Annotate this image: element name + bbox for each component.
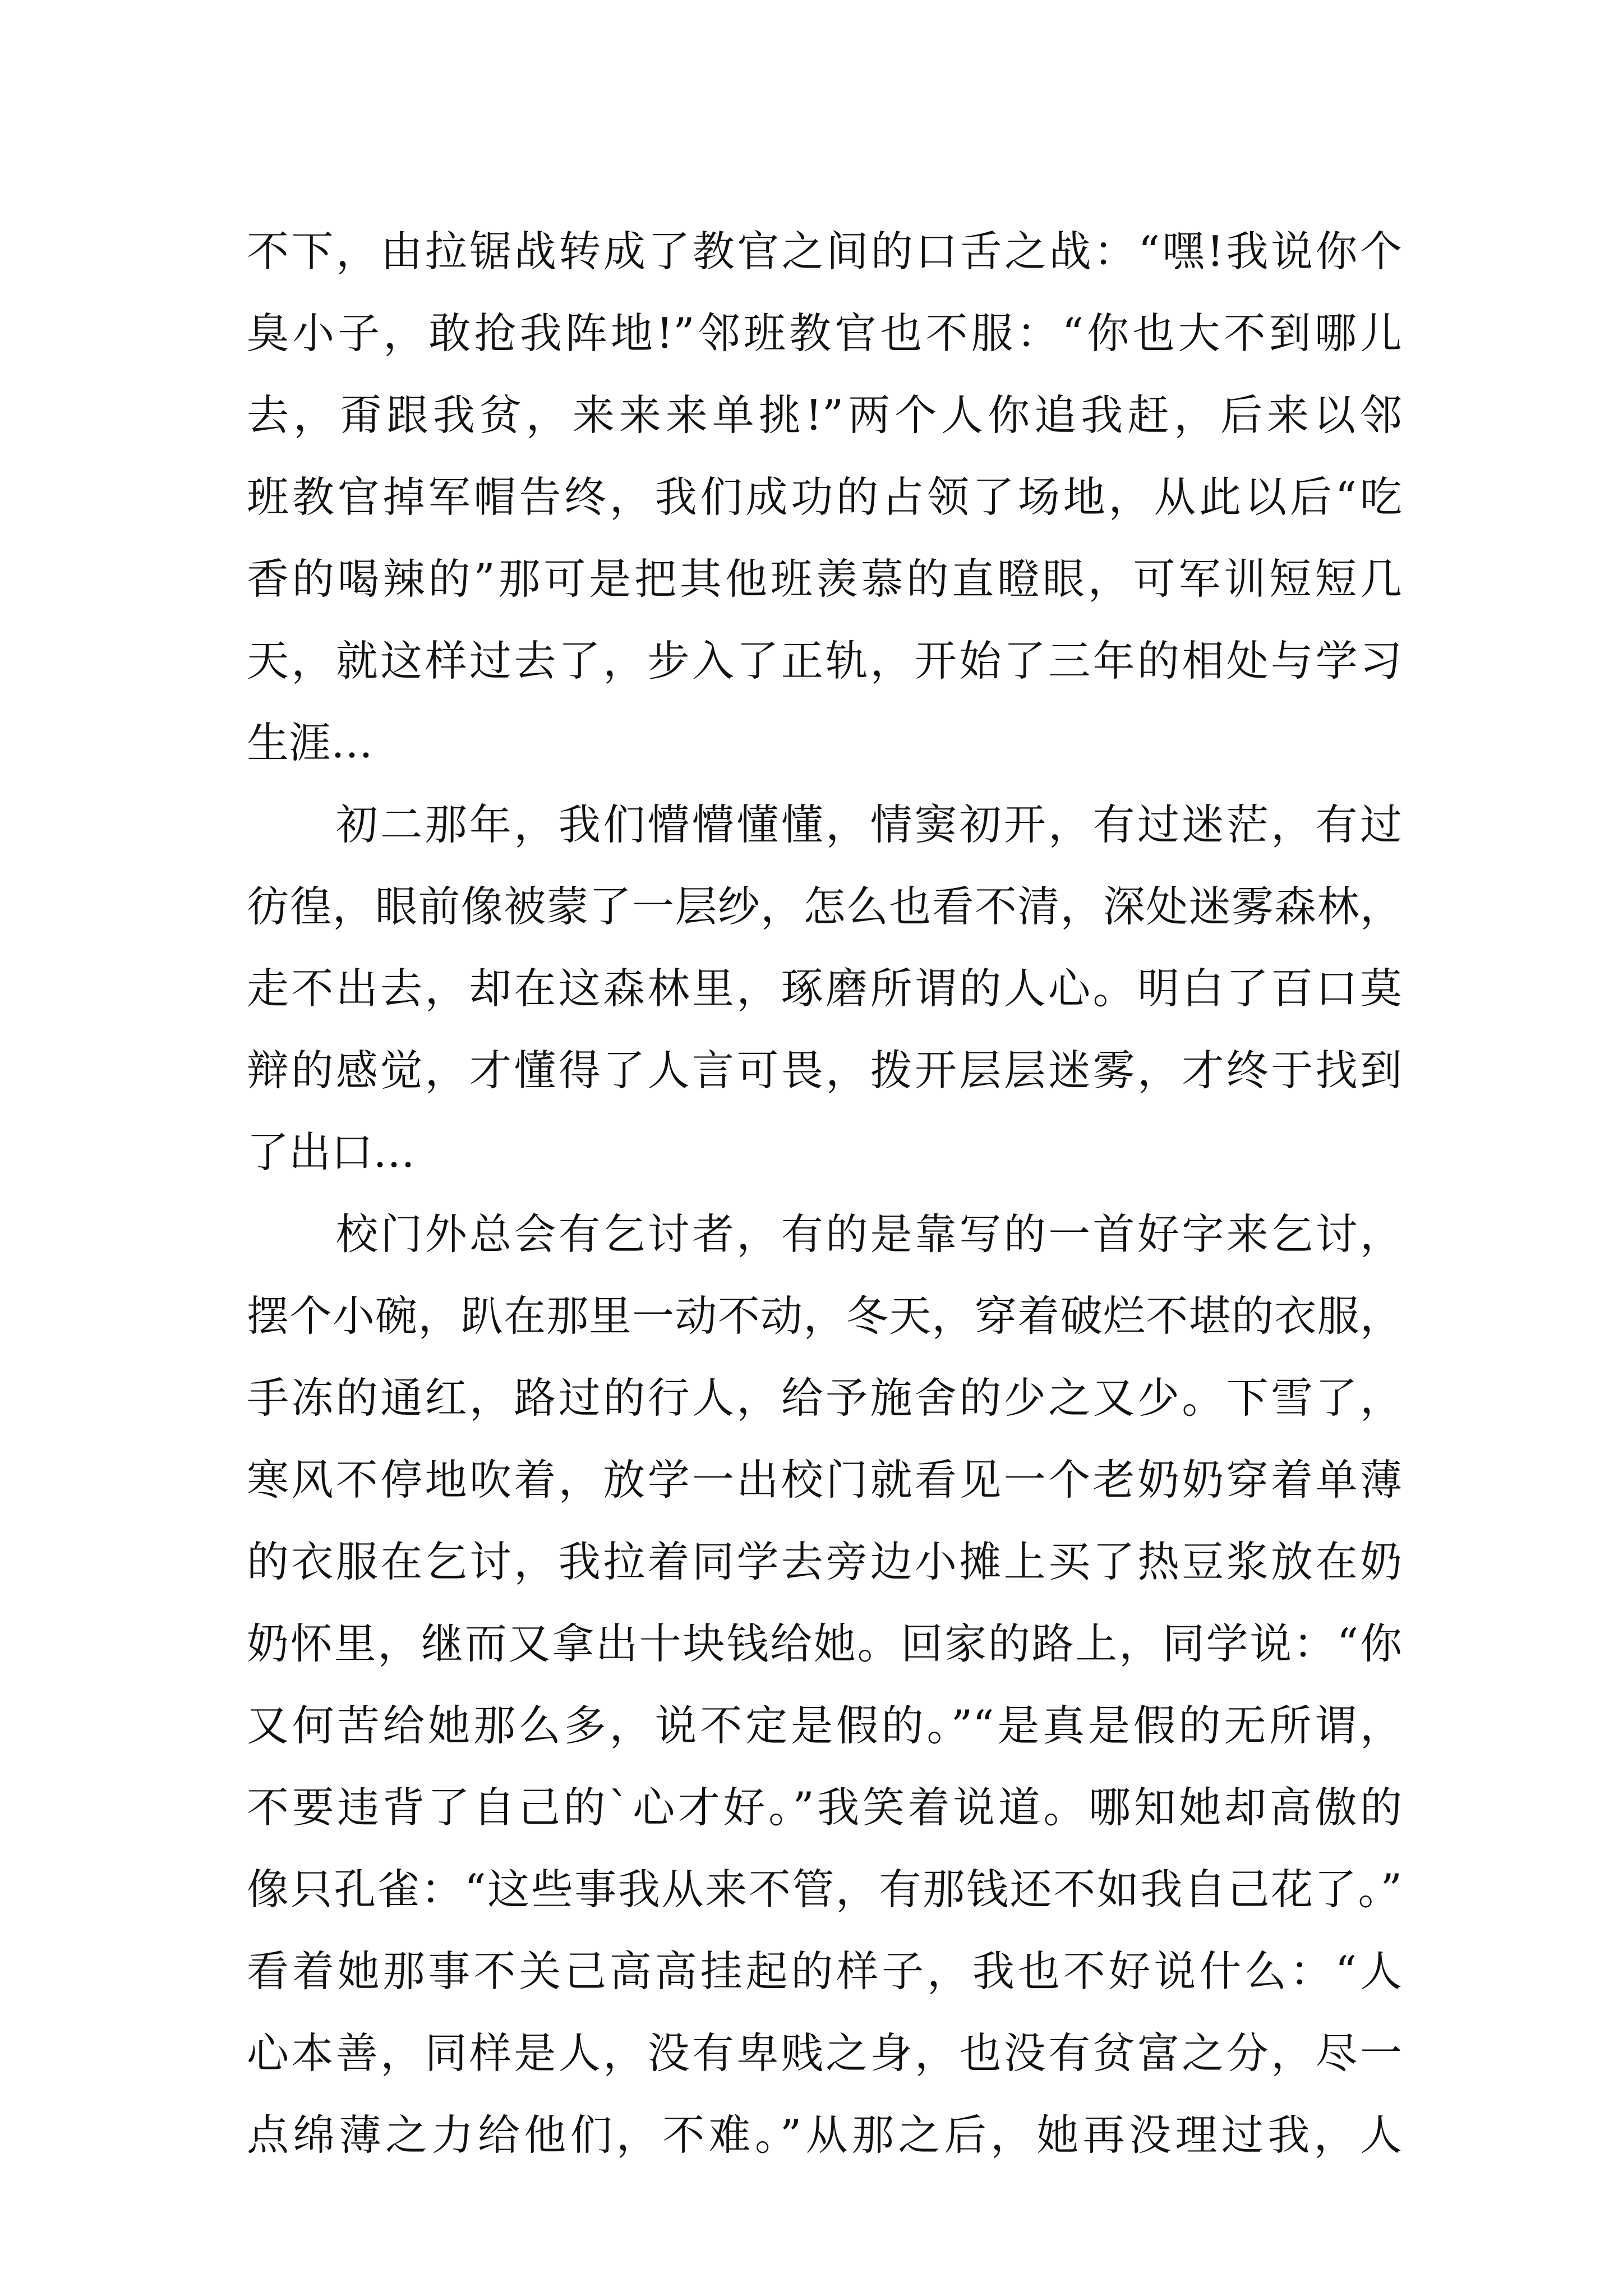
- text-line: 心本善，同样是人，没有卑贱之身，也没有贫富之分，尽一: [247, 2028, 1402, 2078]
- text-line: 摆个小碗，趴在那里一动不动，冬天，穿着破烂不堪的衣服，: [247, 1291, 1402, 1341]
- text-line: 天，就这样过去了，步入了正轨，开始了三年的相处与学习: [247, 636, 1402, 685]
- text-line: 像只孔雀：“这些事我从来不管，有那钱还不如我自己花了。”: [247, 1865, 1402, 1914]
- text-line: 校门外总会有乞讨者，有的是靠写的一首好字来乞讨，: [247, 1209, 1402, 1259]
- text-line: 点绵薄之力给他们，不难。”从那之后，她再没理过我，人: [247, 2110, 1402, 2160]
- text-line: 了出口…: [247, 1128, 416, 1177]
- text-line: 寒风不停地吹着，放学一出校门就看见一个老奶奶穿着单薄: [247, 1455, 1402, 1504]
- text-line: 香的喝辣的”那可是把其他班羡慕的直瞪眼，可军训短短几: [247, 554, 1402, 604]
- text-line: 辩的感觉，才懂得了人言可畏，拨开层层迷雾，才终于找到: [247, 1046, 1402, 1095]
- text-line: 班教官掉军帽告终，我们成功的占领了场地，从此以后“吃: [247, 472, 1402, 522]
- text-line: 臭小子，敢抢我阵地!”邻班教官也不服：“你也大不到哪儿: [247, 309, 1402, 358]
- text-line: 初二那年，我们懵懵懂懂，情窦初开，有过迷茫，有过: [247, 800, 1402, 849]
- text-line: 彷徨，眼前像被蒙了一层纱，怎么也看不清，深处迷雾森林，: [247, 882, 1402, 931]
- text-line: 又何苦给她那么多，说不定是假的。”“是真是假的无所谓，: [247, 1701, 1402, 1750]
- paragraph-2: [247, 784, 1402, 1193]
- text-line: 手冻的通红，路过的行人，给予施舍的少之又少。下雪了，: [247, 1373, 1402, 1423]
- text-line: 走不出去，却在这森林里，琢磨所谓的人心。明白了百口莫: [247, 964, 1402, 1013]
- article-body: [247, 210, 1402, 2176]
- paragraph-3: [247, 1193, 1402, 2176]
- text-line: 的衣服在乞讨，我拉着同学去旁边小摊上买了热豆浆放在奶: [247, 1537, 1402, 1586]
- text-line: 去，甭跟我贫，来来来单挑!”两个人你追我赶，后来以邻: [247, 390, 1402, 440]
- text-line: 不下，由拉锯战转成了教官之间的口舌之战：“嘿!我说你个: [247, 227, 1402, 276]
- text-line: 看着她那事不关己高高挂起的样子，我也不好说什么：“人: [247, 1947, 1402, 1996]
- text-line: 奶怀里，继而又拿出十块钱给她。回家的路上，同学说：“你: [247, 1619, 1402, 1668]
- text-line: 生涯…: [247, 718, 374, 767]
- text-line: 不要违背了自己的`心才好。”我笑着说道。哪知她却高傲的: [247, 1783, 1402, 1832]
- paragraph-1: [247, 210, 1402, 784]
